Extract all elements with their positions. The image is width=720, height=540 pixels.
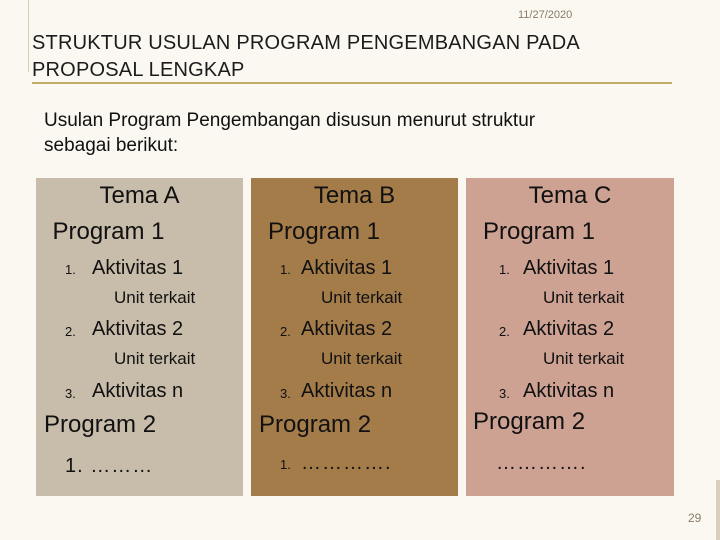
corner-accent — [716, 480, 720, 540]
slide-title-line-2: PROPOSAL LENGKAP — [32, 59, 245, 81]
item-number: 1. — [280, 457, 291, 472]
theme-column-c — [466, 178, 674, 496]
intro-line-2: sebagai berikut: — [44, 135, 179, 156]
slide-title-line-1: STRUKTUR USULAN PROGRAM PENGEMBANGAN PADA — [32, 32, 580, 54]
item-number: 1. — [499, 262, 510, 277]
unit-label: Unit terkait — [321, 349, 403, 368]
program-2-heading: Program 2 — [473, 408, 586, 435]
page-number: 29 — [688, 511, 702, 525]
program-2-item: 1. ……… — [65, 455, 154, 477]
column-heading-line-1: Tema A — [99, 182, 180, 209]
program-2-heading: Program 2 — [44, 411, 157, 438]
item-number: 3. — [280, 386, 291, 401]
column-heading-line-1: Tema C — [528, 182, 612, 209]
column-heading-line-2: Program 1 — [267, 218, 381, 245]
activity-label: Aktivitas 2 — [523, 318, 615, 340]
column-heading-line-2: Program 1 — [52, 218, 165, 245]
item-number: 3. — [499, 386, 510, 401]
activity-label: Aktivitas n — [92, 380, 184, 402]
item-number: 1. — [280, 262, 291, 277]
slide-date: 11/27/2020 — [518, 9, 573, 21]
theme-column-b — [251, 178, 458, 496]
left-border-line — [28, 0, 29, 72]
item-number: 3. — [65, 386, 76, 401]
item-number: 2. — [65, 324, 76, 339]
activity-label: Aktivitas n — [301, 380, 393, 402]
program-2-heading: Program 2 — [259, 411, 372, 438]
unit-label: Unit terkait — [114, 288, 196, 307]
item-number: 2. — [499, 324, 510, 339]
unit-label: Unit terkait — [321, 288, 403, 307]
intro-line-1: Usulan Program Pengembangan disusun menurut struktur — [44, 110, 536, 131]
activity-label: Aktivitas 1 — [523, 257, 615, 279]
program-2-dots: …………. — [496, 452, 587, 474]
item-number: 2. — [280, 324, 291, 339]
program-2-dots: …………. — [301, 452, 392, 474]
theme-column-a — [36, 178, 243, 496]
item-number: 1. — [65, 262, 76, 277]
activity-label: Aktivitas 2 — [92, 318, 184, 340]
activity-label: Aktivitas 2 — [301, 318, 393, 340]
column-heading-line-1: Tema B — [313, 182, 396, 209]
activity-label: Aktivitas n — [523, 380, 615, 402]
column-heading-line-2: Program 1 — [482, 218, 596, 245]
unit-label: Unit terkait — [114, 349, 196, 368]
unit-label: Unit terkait — [543, 288, 625, 307]
intro-text — [44, 108, 684, 158]
activity-label: Aktivitas 1 — [301, 257, 393, 279]
activity-label: Aktivitas 1 — [92, 257, 184, 279]
slide-title — [32, 30, 672, 84]
title-underline — [32, 82, 672, 84]
unit-label: Unit terkait — [543, 349, 625, 368]
